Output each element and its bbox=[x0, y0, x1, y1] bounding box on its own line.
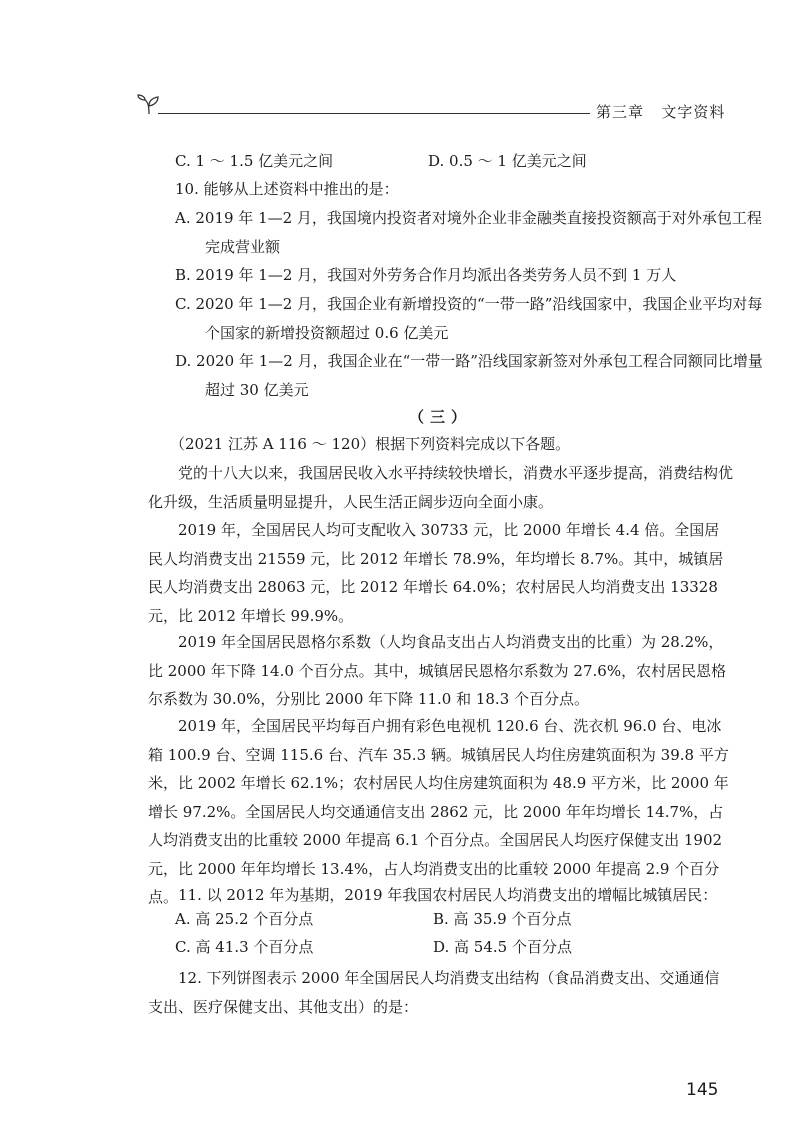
q10-option-d: D. 2020 年 1—2 月，我国企业在“一带一路”沿线国家新签对外承包工程合同额同比增量超过 30 亿美元 bbox=[175, 352, 763, 399]
q10-stem: 10. 能够从上述资料中推出的是： bbox=[175, 180, 399, 198]
q11-option-d: D. 高 54.5 个百分点 bbox=[433, 938, 572, 956]
material-paragraph-4: 2019 年，全国居民平均每百户拥有彩色电视机 120.6 台、洗衣机 96.0 台、电冰箱 100.9 台、空调 115.6 台、汽车 35.3 辆。城镇居民人均住房建筑面积为 39.8 平方米，比 2002 年增长 62.1%；农村居民人均住房建筑面积为 48.9 平方米，比 2000 年增长 97.2%。全国居民人均交通通信支出 2862 元，比 2000 年年均增长 14.7%，占人均消费支出的比重较 2000 年提高 6.1 个百分点。全国居民人均医疗保健支出 1902 元，比 2000 年年均增长 13.4%，占人均消费支出的比重较 2000 年提高 2.9 个百分点。 bbox=[148, 717, 729, 906]
q11-stem: 11. 以 2012 年为基期，2019 年我国农村居民人均消费支出的增幅比城镇居民： bbox=[178, 886, 718, 904]
q9-option-c: C. 1 ～ 1.5 亿美元之间 bbox=[175, 152, 334, 170]
material-paragraph-2: 2019 年，全国居民人均可支配收入 30733 元，比 2000 年增长 4.4 倍。全国居民人均消费支出 21559 元，比 2012 年增长 78.9%，年均增长 8.7%。其中，城镇居民人均消费支出 28063 元，比 2012 年增长 64.0%；农村居民人均消费支出 13328 元，比 2012 年增长 99.9%。 bbox=[148, 521, 724, 625]
chapter-label: 第三章 bbox=[596, 103, 645, 121]
q9-option-d: D. 0.5 ～ 1 亿美元之间 bbox=[428, 152, 587, 170]
q11-option-a: A. 高 25.2 个百分点 bbox=[175, 910, 314, 928]
running-header bbox=[596, 101, 725, 122]
material-paragraph-3: 2019 年全国居民恩格尔系数（人均食品支出占人均消费支出的比重）为 28.2%，比 2000 年下降 14.0 个百分点。其中，城镇居民恩格尔系数为 27.6%，农村居民恩格尔系数为 30.0%，分别比 2000 年下降 11.0 和 18.3 个百分点。 bbox=[148, 633, 727, 708]
q12-stem: 12. 下列饼图表示 2000 年全国居民人均消费支出结构（食品消费支出、交通通信支出、医疗保健支出、其他支出）的是： bbox=[148, 969, 720, 1016]
section-label: 文字资料 bbox=[661, 103, 726, 121]
intro-line: （2021 江苏 A 116 ～ 120）根据下列资料完成以下各题。 bbox=[170, 435, 571, 453]
section-title: （三） bbox=[408, 408, 472, 426]
q11-option-c: C. 高 41.3 个百分点 bbox=[175, 938, 314, 956]
q10-option-c: C. 2020 年 1—2 月，我国企业有新增投资的“一带一路”沿线国家中，我国企业平均对每个国家的新增投资额超过 0.6 亿美元 bbox=[175, 295, 763, 342]
page-number: 145 bbox=[686, 1080, 719, 1100]
header-rule bbox=[158, 113, 590, 114]
q10-option-b: B. 2019 年 1—2 月，我国对外劳务合作月均派出各类劳务人员不到 1 万人 bbox=[175, 266, 677, 284]
material-paragraph-1: 党的十八大以来，我国居民收入水平持续较快增长，消费水平逐步提高，消费结构优化升级，生活质量明显提升，人民生活正阔步迈向全面小康。 bbox=[148, 464, 734, 511]
q11-option-b: B. 高 35.9 个百分点 bbox=[433, 910, 572, 928]
q10-option-a: A. 2019 年 1—2 月，我国境内投资者对境外企业非金融类直接投资额高于对外承包工程完成营业额 bbox=[175, 209, 762, 256]
